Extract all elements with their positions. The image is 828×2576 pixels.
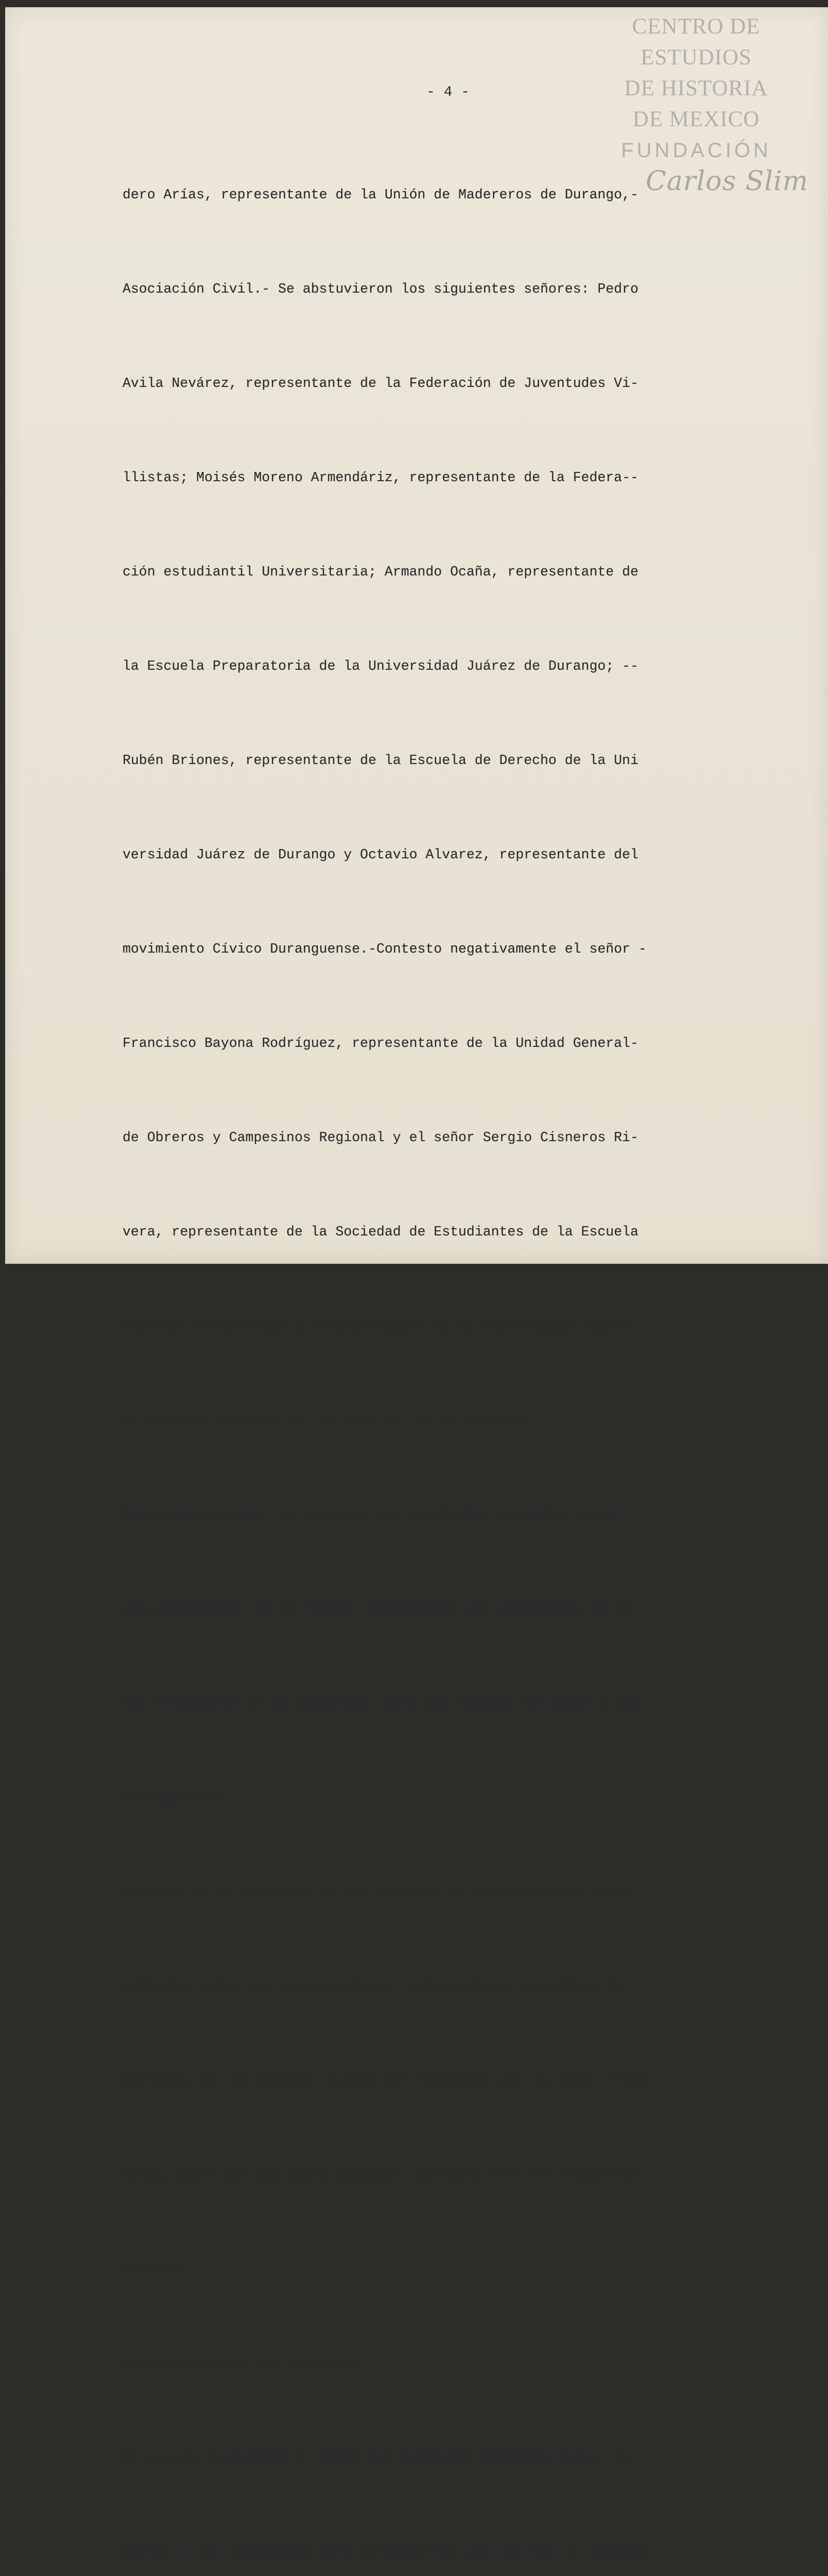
text-line: Avila Nevárez, representante de la Federación de Juventudes Vi- <box>123 376 639 391</box>
text-line: En uso de la palabra el señor Don Guillermo González Salas, se- <box>123 2450 639 2465</box>
watermark-signature: Carlos Slim <box>646 166 808 197</box>
text-line: movimiento Cívico Duranguense.-Contesto negativamente el señor - <box>123 941 647 957</box>
text-line: vera, representante de la Sociedad de Estudiantes de la Escuela <box>123 1224 639 1240</box>
text-line: de Durango, ni dijo sí, ni dijo nó, ni se abstuvo.- - - - - - - <box>123 1413 639 1428</box>
watermark-line: DE MEXICO <box>632 107 760 131</box>
watermark-line: DE HISTORIA <box>624 76 768 100</box>
text-line: personas que se indique, puedan ser recibidas por el señor Presi <box>123 2073 647 2088</box>
text-line: Francisco Bayona Rodríguez, representante de la Unidad General- <box>123 1036 639 1051</box>
watermark-foundation: FUNDACIÓN <box>621 139 771 162</box>
text-line: Dichos acuerdos son aprobados.- - - - - - - - - - - - - - - - - <box>123 2355 639 2371</box>
text-line: sentadas todas las organizaciones, integrada por el número de - <box>123 1978 639 1994</box>
text-line: versidad Juárez de Durango y Octavio Alvarez, representante del <box>123 847 639 862</box>
text-line: datario.- - - - - - - - - - - - - - - - - - - - - - - - - - - - <box>123 2261 639 2277</box>
text-line: Proceder a la formación de una comisión en la cual estén repre- <box>123 1884 639 1900</box>
text-line: una publicación en la Prensa, solicitando una entrevista al se- <box>123 1601 639 1617</box>
watermark-line: CENTRO DE <box>632 14 761 39</box>
text-line: ción estudiantil Universitaria; Armando Ocaña, representante de <box>123 564 639 580</box>
document-page <box>5 7 828 2560</box>
text-line: Superior de Comercio y Administración de la Universidad Juárez- <box>123 1318 639 1334</box>
text-line: dero Arías, representante de la Unión de Madereros de Durango,- <box>123 187 639 202</box>
text-line: la Escuela Preparatoria de la Universidad Juárez de Durango; -- <box>123 658 639 674</box>
text-line: Duranguenses.- - - - - - - - - - - - - - - - - - - - - - - - - <box>123 1790 630 1805</box>
page-number: - 4 - <box>426 84 470 100</box>
text-line: de Obreros y Campesinos Regional y el señor Sergio Cisneros Ri- <box>123 1130 639 1145</box>
watermark-line: ESTUDIOS <box>641 45 752 70</box>
text-line: Asociación Civil.- Se abstuvieron los siguientes señores: Pedro <box>123 281 639 297</box>
text-line: ñor Presidente de la República, para que conceda su apoyo a los <box>123 1696 639 1711</box>
text-line: dente, para que sea dicha comisión, portavoz ante el Primer Man <box>123 2167 639 2182</box>
text-line: Rubén Briones, representante de la Escuela de Derecho de la Uni <box>123 753 639 768</box>
text-line: dirige a los asistentes para agradecerles una vez más su asisten <box>123 2544 647 2560</box>
document-body <box>123 116 740 2576</box>
text-line: Como punto quinto, se proponen los siguientes acuerdos: hacer - <box>123 1507 639 1522</box>
text-line: llistas; Moisés Moreno Armendáriz, representante de la Federa-- <box>123 470 639 485</box>
